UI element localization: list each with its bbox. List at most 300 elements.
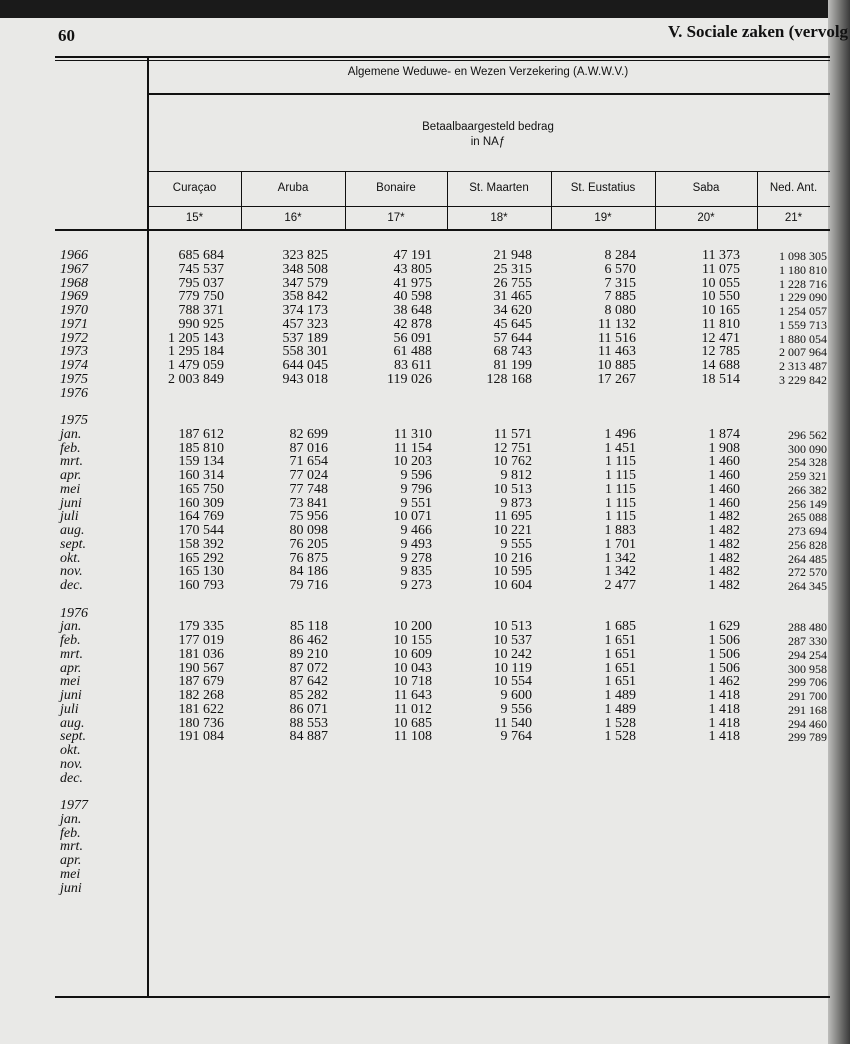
cell-value: 71 654 [289, 454, 328, 470]
cell-value: 1 342 [604, 564, 636, 580]
row-label: nov. [60, 564, 83, 580]
row-label: 1969 [60, 289, 88, 305]
cell-value: 291 168 [788, 702, 827, 717]
cell-value: 10 203 [393, 454, 432, 470]
cell-value: 10 216 [493, 550, 532, 566]
cell-value: 21 948 [493, 248, 532, 263]
row-label: juli [60, 701, 79, 717]
row-label: 1968 [60, 275, 88, 291]
cell-value: 75 956 [289, 509, 328, 525]
cell-value: 11 516 [598, 330, 636, 346]
subtitle-line-2: in NAƒ [470, 136, 506, 148]
cell-value: 158 392 [178, 536, 224, 552]
cell-value: 457 323 [282, 316, 328, 332]
row-label: 1971 [60, 316, 88, 332]
row-label: 1967 [60, 261, 88, 277]
cell-value: 181 036 [178, 646, 224, 662]
cell-value: 10 242 [493, 646, 532, 662]
row-label: aug. [60, 715, 85, 731]
cell-value: 1 496 [604, 426, 636, 442]
table-row [0, 249, 850, 263]
row-label: mei [60, 866, 81, 882]
cell-value: 374 173 [282, 303, 328, 318]
row-label: 1977 [60, 798, 88, 813]
cell-value: 10 718 [393, 674, 432, 690]
cell-value: 644 045 [282, 358, 328, 373]
cell-value: 1 479 059 [168, 358, 224, 373]
cell-value: 177 019 [178, 633, 224, 648]
cell-value: 8 284 [604, 248, 636, 263]
cell-value: 10 513 [493, 619, 532, 635]
cell-value: 1 482 [708, 509, 740, 525]
cell-value: 1 460 [708, 481, 740, 497]
cell-value: 87 016 [289, 440, 328, 456]
cell-value: 10 165 [701, 303, 740, 318]
cell-value: 2 313 487 [779, 359, 827, 373]
cell-value: 1 115 [605, 468, 636, 483]
cell-value: 31 465 [493, 289, 532, 305]
cell-value: 256 828 [788, 537, 827, 552]
cell-value: 358 842 [282, 289, 328, 305]
cell-value: 77 748 [289, 481, 328, 497]
cell-value: 12 751 [493, 440, 532, 456]
row-label: 1976 [60, 605, 88, 621]
cell-value: 1 115 [605, 509, 636, 525]
title-rule [148, 93, 830, 95]
table-row [0, 730, 850, 744]
cell-value: 1 880 054 [779, 331, 827, 346]
cell-value: 795 037 [178, 275, 224, 291]
cell-value: 9 600 [500, 688, 532, 703]
table-row [0, 304, 850, 318]
row-label: sept. [60, 729, 87, 745]
cell-value: 41 975 [393, 275, 432, 291]
cell-value: 86 071 [289, 701, 328, 717]
table-bottom-rule [55, 996, 830, 998]
row-label: juli [60, 509, 79, 525]
cell-value: 296 562 [788, 427, 827, 442]
table-row [0, 799, 850, 813]
cell-value: 11 571 [494, 426, 532, 442]
scan-top-edge [0, 0, 850, 18]
cell-value: 11 373 [702, 248, 740, 263]
cell-value: 299 706 [788, 675, 827, 690]
cell-value: 119 026 [387, 371, 432, 387]
table-row [0, 373, 850, 387]
table-row [0, 634, 850, 648]
row-label: jan. [60, 426, 82, 442]
cell-value: 1 460 [708, 495, 740, 511]
cell-value: 14 688 [701, 358, 740, 373]
cell-value: 17 267 [597, 371, 636, 387]
table-row [0, 840, 850, 854]
row-label: juni [60, 495, 82, 511]
table-row [0, 744, 850, 758]
cell-value: 1 685 [604, 619, 636, 635]
column-header: Curaçao [172, 182, 217, 194]
row-label: apr. [60, 660, 82, 676]
cell-value: 300 958 [788, 661, 827, 676]
cell-value: 1 559 713 [779, 317, 827, 332]
cell-value: 182 268 [178, 688, 224, 703]
cell-value: 10 055 [701, 275, 740, 291]
row-label: juni [60, 688, 82, 703]
table-row [0, 579, 850, 593]
cell-value: 10 604 [493, 578, 532, 593]
row-label: feb. [60, 633, 81, 648]
cell-value: 1 489 [604, 701, 636, 717]
cell-value: 10 537 [493, 633, 532, 648]
cell-value: 323 825 [282, 248, 328, 263]
cell-value: 265 088 [788, 510, 827, 525]
header-rule-2 [148, 206, 830, 207]
row-label: 1966 [60, 248, 88, 263]
cell-value: 170 544 [178, 523, 224, 538]
cell-value: 1 482 [708, 523, 740, 538]
cell-value: 272 570 [788, 565, 827, 580]
row-label: 1975 [60, 413, 88, 428]
cell-value: 56 091 [393, 330, 432, 346]
table-row [0, 359, 850, 373]
row-label: mei [60, 481, 81, 497]
row-label: juni [60, 880, 82, 896]
cell-value: 1 205 143 [168, 330, 224, 346]
cell-value: 11 108 [394, 729, 432, 745]
column-number: 16* [284, 212, 302, 224]
cell-value: 12 785 [701, 344, 740, 360]
cell-value: 1 528 [604, 729, 636, 745]
column-number: 20* [697, 212, 715, 224]
cell-value: 1 462 [708, 674, 740, 690]
cell-value: 9 812 [500, 468, 532, 483]
cell-value: 164 769 [178, 509, 224, 525]
cell-value: 10 685 [393, 715, 432, 731]
column-number: 19* [594, 212, 612, 224]
table-row [0, 882, 850, 896]
row-label: feb. [60, 440, 81, 456]
section-title: V. Sociale zaken (vervolg [668, 22, 849, 41]
cell-value: 685 684 [178, 248, 224, 263]
cell-value: 9 796 [400, 481, 432, 497]
cell-value: 160 793 [178, 578, 224, 593]
row-label: mei [60, 674, 81, 690]
row-label: sept. [60, 536, 87, 552]
table-row [0, 813, 850, 827]
cell-value: 1 229 090 [779, 290, 827, 305]
cell-value: 88 553 [289, 715, 328, 731]
cell-value: 180 736 [178, 715, 224, 731]
column-number: 18* [490, 212, 508, 224]
column-header: Aruba [277, 182, 309, 194]
cell-value: 1 908 [708, 440, 740, 456]
row-label: okt. [60, 743, 81, 758]
table-row [0, 428, 850, 442]
cell-value: 10 513 [493, 481, 532, 497]
cell-value: 1 701 [604, 536, 636, 552]
cell-value: 160 314 [178, 468, 224, 483]
cell-value: 1 254 057 [779, 304, 827, 318]
table-row [0, 263, 850, 277]
table-title: Algemene Weduwe- en Wezen Verzekering (A.W.W.V.) [347, 66, 629, 78]
cell-value: 1 451 [604, 440, 636, 456]
cell-value: 1 883 [604, 523, 636, 538]
cell-value: 254 328 [788, 455, 827, 470]
cell-value: 11 540 [494, 715, 532, 731]
cell-value: 10 550 [701, 289, 740, 305]
row-label: mrt. [60, 454, 83, 470]
cell-value: 1 418 [708, 701, 740, 717]
cell-value: 1 651 [604, 633, 636, 648]
cell-value: 1 506 [708, 660, 740, 676]
table-row [0, 854, 850, 868]
cell-value: 10 609 [393, 646, 432, 662]
cell-value: 85 118 [290, 619, 328, 635]
cell-value: 11 643 [394, 688, 432, 703]
cell-value: 185 810 [178, 440, 224, 456]
cell-value: 11 075 [702, 261, 740, 277]
table-row [0, 387, 850, 401]
row-label: 1975 [60, 371, 88, 387]
cell-value: 57 644 [493, 330, 532, 346]
row-label: 1974 [60, 358, 88, 373]
cell-value: 1 482 [708, 578, 740, 593]
table-row [0, 648, 850, 662]
cell-value: 9 466 [400, 523, 432, 538]
table-row [0, 593, 850, 607]
table-row [0, 772, 850, 786]
cell-value: 38 648 [393, 303, 432, 318]
table-row [0, 785, 850, 799]
cell-value: 1 115 [605, 495, 636, 511]
cell-value: 9 551 [400, 495, 432, 511]
cell-value: 85 282 [289, 688, 328, 703]
cell-value: 190 567 [178, 660, 224, 676]
cell-value: 187 612 [178, 426, 224, 442]
cell-value: 9 835 [400, 564, 432, 580]
cell-value: 10 043 [393, 660, 432, 676]
cell-value: 1 115 [605, 454, 636, 470]
cell-value: 10 221 [493, 523, 532, 538]
cell-value: 1 460 [708, 454, 740, 470]
cell-value: 6 570 [604, 261, 636, 277]
column-header: Ned. Ant. [769, 182, 818, 194]
cell-value: 1 418 [708, 729, 740, 745]
table-row [0, 538, 850, 552]
cell-value: 12 471 [701, 330, 740, 346]
cell-value: 9 273 [400, 578, 432, 593]
cell-value: 18 514 [701, 371, 740, 387]
cell-value: 1 482 [708, 536, 740, 552]
cell-value: 1 651 [604, 674, 636, 690]
cell-value: 2 477 [604, 578, 636, 593]
cell-value: 165 292 [178, 550, 224, 566]
cell-value: 10 595 [493, 564, 532, 580]
cell-value: 165 750 [178, 481, 224, 497]
cell-value: 84 887 [289, 729, 328, 745]
cell-value: 943 018 [282, 371, 328, 387]
cell-value: 1 180 810 [779, 262, 827, 277]
row-label: jan. [60, 811, 82, 827]
cell-value: 779 750 [178, 289, 224, 305]
cell-value: 1 506 [708, 633, 740, 648]
cell-value: 1 295 184 [168, 344, 224, 360]
table-row [0, 483, 850, 497]
cell-value: 76 875 [289, 550, 328, 566]
cell-value: 266 382 [788, 482, 827, 497]
cell-value: 79 716 [289, 578, 328, 593]
cell-value: 8 080 [604, 303, 636, 318]
cell-value: 10 119 [494, 660, 532, 676]
cell-value: 3 229 842 [779, 372, 827, 387]
cell-value: 10 554 [493, 674, 532, 690]
cell-value: 179 335 [178, 619, 224, 635]
cell-value: 47 191 [393, 248, 432, 263]
cell-value: 1 098 305 [779, 249, 827, 263]
row-label: 1972 [60, 330, 88, 346]
table-row [0, 703, 850, 717]
cell-value: 558 301 [282, 344, 328, 360]
cell-value: 1 506 [708, 646, 740, 662]
cell-value: 7 315 [604, 275, 636, 291]
cell-value: 81 199 [493, 358, 532, 373]
column-number: 17* [387, 212, 405, 224]
cell-value: 42 878 [393, 316, 432, 332]
column-number: 15* [185, 212, 204, 224]
cell-value: 40 598 [393, 289, 432, 305]
table-row [0, 524, 850, 538]
table-row [0, 318, 850, 332]
row-label: okt. [60, 550, 81, 566]
row-label: apr. [60, 468, 82, 483]
cell-value: 300 090 [788, 441, 827, 456]
cell-value: 86 462 [289, 633, 328, 648]
cell-value: 11 154 [394, 440, 432, 456]
cell-value: 1 342 [604, 550, 636, 566]
cell-value: 264 485 [788, 551, 827, 566]
cell-value: 10 762 [493, 454, 532, 470]
column-number: 21* [784, 212, 803, 224]
cell-value: 7 885 [604, 289, 636, 305]
cell-value: 10 200 [393, 619, 432, 635]
table-row [0, 414, 850, 428]
table-subtitle [148, 120, 828, 150]
cell-value: 34 620 [493, 303, 532, 318]
row-label: feb. [60, 825, 81, 841]
cell-value: 1 115 [605, 481, 636, 497]
cell-value: 10 885 [597, 358, 636, 373]
cell-value: 191 084 [178, 729, 224, 745]
cell-value: 1 460 [708, 468, 740, 483]
cell-value: 299 789 [788, 730, 827, 745]
cell-value: 287 330 [788, 634, 827, 648]
cell-value: 89 210 [289, 646, 328, 662]
column-header: St. Eustatius [570, 182, 636, 194]
subtitle-line-1: Betaalbaargesteld bedrag [422, 121, 554, 133]
cell-value: 82 699 [289, 426, 328, 442]
column-header: St. Maarten [469, 182, 529, 194]
cell-value: 1 629 [708, 619, 740, 635]
cell-value: 537 189 [282, 330, 328, 346]
table-row [0, 469, 850, 483]
row-label: dec. [60, 578, 83, 593]
cell-value: 87 072 [289, 660, 328, 676]
cell-value: 1 482 [708, 564, 740, 580]
cell-value: 187 679 [178, 674, 224, 690]
cell-value: 45 645 [493, 316, 532, 332]
cell-value: 84 186 [289, 564, 328, 580]
cell-value: 61 488 [393, 344, 432, 360]
cell-value: 83 611 [394, 358, 432, 373]
cell-value: 291 700 [788, 689, 827, 703]
row-label: mrt. [60, 839, 83, 855]
row-label: 1973 [60, 344, 88, 360]
cell-value: 1 418 [708, 715, 740, 731]
cell-value: 11 810 [702, 316, 740, 332]
column-header: Saba [692, 182, 720, 194]
cell-value: 273 694 [788, 524, 827, 538]
cell-value: 788 371 [178, 303, 224, 318]
table-row [0, 689, 850, 703]
cell-value: 26 755 [493, 275, 532, 291]
cell-value: 43 805 [393, 261, 432, 277]
cell-value: 77 024 [289, 468, 328, 483]
row-label: jan. [60, 619, 82, 635]
table-row [0, 400, 850, 414]
cell-value: 1 228 716 [779, 276, 827, 291]
cell-value: 128 168 [486, 371, 532, 387]
cell-value: 1 489 [604, 688, 636, 703]
row-label: dec. [60, 770, 83, 786]
row-label: nov. [60, 756, 83, 772]
cell-value: 259 321 [788, 469, 827, 483]
cell-value: 73 841 [289, 495, 328, 511]
cell-value: 294 254 [788, 647, 827, 662]
cell-value: 1 651 [604, 660, 636, 676]
cell-value: 9 873 [500, 495, 532, 511]
cell-value: 87 642 [289, 674, 328, 690]
cell-value: 160 309 [178, 495, 224, 511]
cell-value: 2 003 849 [168, 371, 224, 387]
cell-value: 80 098 [289, 523, 328, 538]
cell-value: 294 460 [788, 716, 827, 731]
row-label: aug. [60, 523, 85, 538]
cell-value: 9 596 [400, 468, 432, 483]
table-row [0, 758, 850, 772]
row-label: apr. [60, 853, 82, 868]
cell-value: 25 315 [493, 261, 532, 277]
cell-value: 76 205 [289, 536, 328, 552]
table-top-rule-2 [55, 60, 830, 61]
header-bottom-rule [55, 229, 830, 231]
row-label: 1970 [60, 303, 88, 318]
cell-value: 1 528 [604, 715, 636, 731]
cell-value: 9 555 [500, 536, 532, 552]
column-header: Bonaire [376, 182, 416, 194]
cell-value: 347 579 [282, 275, 328, 291]
cell-value: 68 743 [493, 344, 532, 360]
cell-value: 745 537 [178, 261, 224, 277]
cell-value: 348 508 [282, 261, 328, 277]
cell-value: 1 418 [708, 688, 740, 703]
cell-value: 11 695 [494, 509, 532, 525]
header-rule [148, 171, 830, 172]
page-number: 60 [58, 26, 75, 45]
cell-value: 9 556 [500, 701, 532, 717]
cell-value: 11 012 [394, 701, 432, 717]
cell-value: 165 130 [178, 564, 224, 580]
cell-value: 9 278 [400, 550, 432, 566]
cell-value: 181 622 [178, 701, 224, 717]
